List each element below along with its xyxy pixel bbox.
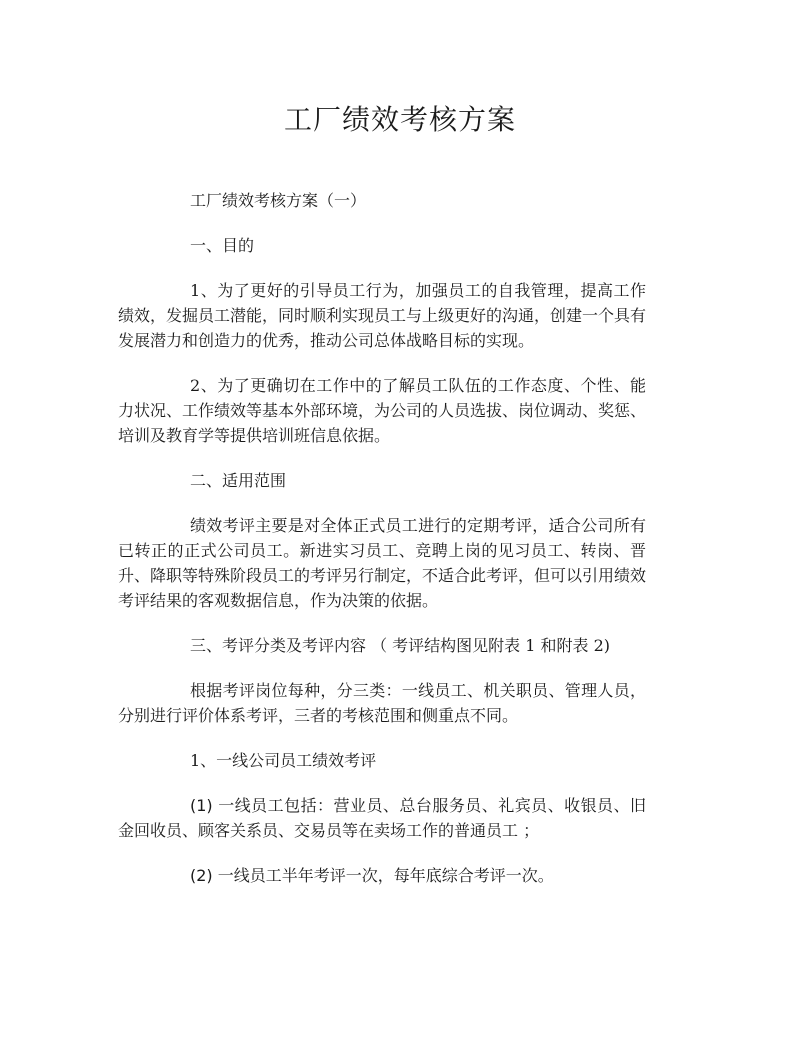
list-item-2-number: (2) <box>190 866 213 885</box>
list-item-2-text: 一线员工半年考评一次，每年底综合考评一次。 <box>212 866 554 885</box>
section-heading-purpose: 一、目的 <box>190 236 255 255</box>
list-item-1-number: (1) <box>190 796 213 815</box>
paragraph-purpose-1: 1、为了更好的引导员工行为，加强员工的自我管理，提高工作绩效，发掘员工潜能，同时顺利实现员工与上级更好的沟通，创建一个具有发展潜力和创造力的优秀，推动公司总体战略目标的实现。 <box>118 281 647 350</box>
paragraph-purpose-2: 2、为了更确切在工作中的了解员工队伍的工作态度、个性、能力状况、工作绩效等基本外部环境，为公司的人员选拔、岗位调动、奖惩、培训及教育学等提供培训班信息依据。 <box>118 376 647 445</box>
subtitle: 工厂绩效考核方案（一） <box>190 191 367 210</box>
list-item-2 <box>118 863 646 888</box>
document-title: 工厂绩效考核方案 <box>283 103 516 136</box>
section-heading-categories: 三、考评分类及考评内容 （ 考评结构图见附表 1 和附表 2) <box>190 636 611 655</box>
list-item-1-text: 一线员工包括：营业员、总台服务员、礼宾员、收银员、旧金回收员、顾客关系员、交易员等在卖场工作的普通员工 ； <box>118 796 646 840</box>
section-heading-scope: 二、适用范围 <box>190 471 287 490</box>
paragraph-categories: 根据考评岗位每种，分三类：一线员工、机关职员、管理人员，分别进行评价体系考评，三者的考核范围和侧重点不同。 <box>118 681 646 725</box>
paragraph-scope: 绩效考评主要是对全体正式员工进行的定期考评，适合公司所有已转正的正式公司员工。新进实习员工、竞聘上岗的见习员工、转岗、晋升、降职等特殊阶段员工的考评另行制定，不适合此考评，但可以引用绩效考评结果的客观数据信息，作为决策的依据。 <box>118 516 647 610</box>
list-item-1 <box>118 793 646 843</box>
subsection-heading-frontline: 1、一线公司员工绩效考评 <box>190 751 377 770</box>
document-body <box>118 188 646 908</box>
